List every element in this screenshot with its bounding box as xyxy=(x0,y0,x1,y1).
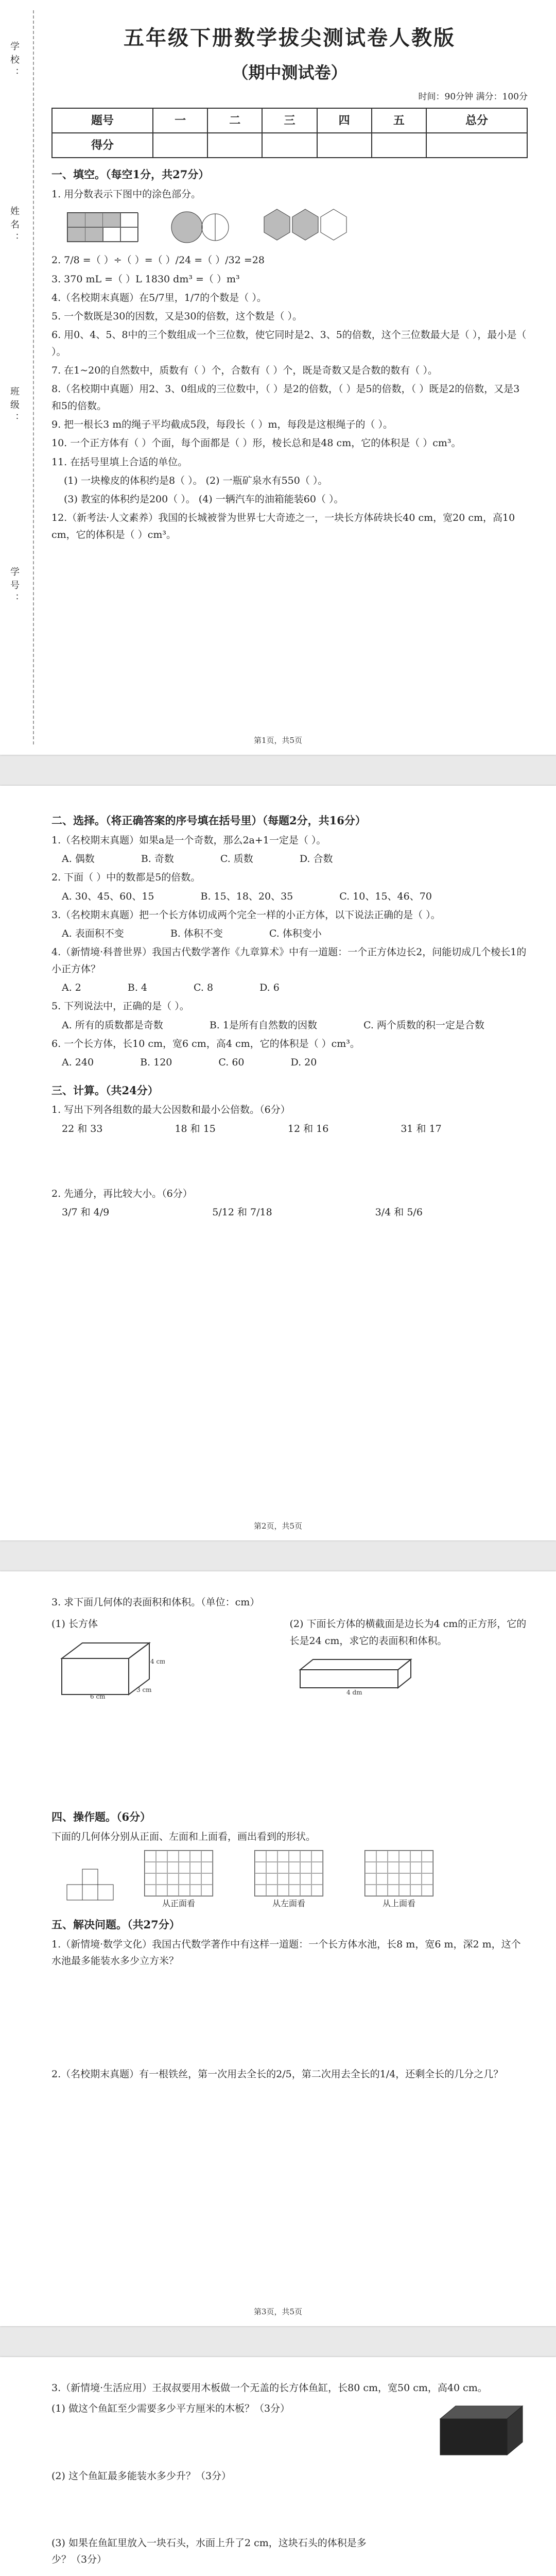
calc-item: 3/4 和 5/6 xyxy=(375,1207,423,1218)
score-header: 五 xyxy=(372,108,426,133)
calc-item: 31 和 17 xyxy=(401,1123,442,1134)
question: 3. 370 mL =（ ）L 1830 dm³ =（ ）m³ xyxy=(51,273,240,285)
question: 3. 求下面几何体的表面积和体积。（单位：cm） xyxy=(51,1597,260,1608)
options xyxy=(51,925,528,942)
section-title: 二、选择。（将正确答案的序号填在括号里）（每题2分，共16分） xyxy=(51,814,366,827)
options xyxy=(51,1054,528,1071)
option[interactable]: B. 15、18、20、35 xyxy=(200,890,293,902)
question: 1.（名校期末真题）如果a是一个奇数，那么2a+1一定是（ ）。 xyxy=(51,834,326,846)
question-sub: (3) 如果在鱼缸里放入一块石头，水面上升了2 cm，这块石头的体积是多少？（3分） xyxy=(51,2537,367,2566)
score-cell[interactable] xyxy=(372,133,426,158)
calc-item: 5/12 和 7/18 xyxy=(212,1207,272,1218)
score-header: 题号 xyxy=(52,108,153,133)
question-sub: (2) 下面长方体的横截面是边长为4 cm的正方形，它的长是24 cm，求它的表面积和体积。 xyxy=(289,1618,527,1647)
option[interactable]: C. 8 xyxy=(194,982,214,994)
page3-content xyxy=(51,1592,528,2085)
page2-content xyxy=(51,806,528,1221)
question: 2. 7/8 =（ ）÷（ ）=（ ）/24 =（ ）/32 =28 xyxy=(51,255,265,266)
section-title: 一、填空。（每空1分，共27分） xyxy=(51,168,210,181)
score-cell[interactable] xyxy=(262,133,317,158)
option[interactable]: D. 合数 xyxy=(299,853,333,865)
option[interactable]: C. 60 xyxy=(218,1057,245,1069)
question: 12.（新考法·人文素养）我国的长城被誉为世界七大奇迹之一，一块长方体砖块长40 cm，宽20 cm，高10 cm，它的体积是（ ）cm³。 xyxy=(51,512,515,540)
score-header: 二 xyxy=(207,108,262,133)
view-grid-front xyxy=(144,1850,213,1910)
option[interactable]: B. 4 xyxy=(127,982,148,994)
exam-page-1 xyxy=(0,0,556,755)
binding-number: 学号： xyxy=(9,567,20,607)
score-table xyxy=(51,108,528,158)
calc-items xyxy=(51,1121,528,1137)
question: 6. 一个长方体，长10 cm，宽6 cm，高4 cm，它的体积是（ ）cm³。 xyxy=(51,1038,360,1049)
svg-text:3 cm: 3 cm xyxy=(136,1686,152,1693)
question: 2. 先通分，再比较大小。（6分） xyxy=(51,1188,193,1199)
question: 7. 在1~20的自然数中，质数有（ ）个，合数有（ ）个，既是奇数又是合数的数有（ ）。 xyxy=(51,365,438,377)
section-title: 五、解决问题。（共27分） xyxy=(51,1918,180,1931)
calc-items xyxy=(51,1204,528,1221)
score-header: 总分 xyxy=(426,108,527,133)
score-header: 四 xyxy=(317,108,372,133)
exam-info: 时间：90分钟 满分：100分 xyxy=(418,92,528,103)
question-sub: (1) 一块橡皮的体积约是8（ ）。 (2) 一瓶矿泉水有550（ ）。 xyxy=(64,474,328,486)
options xyxy=(51,1017,528,1033)
section-title: 三、计算。（共24分） xyxy=(51,1083,159,1097)
score-cell[interactable] xyxy=(426,133,527,158)
option[interactable]: D. 6 xyxy=(259,982,280,994)
page4-content xyxy=(51,2378,528,2576)
question: 4.（新情境·科普世界）我国古代数学著作《九章算术》中有一道题：一个正方体边长2，问能切成几个棱长1的小正方体？ xyxy=(51,946,527,975)
views-row xyxy=(62,1850,528,1910)
question: 下面的几何体分别从正面、左面和上面看，画出看到的形状。 xyxy=(51,1831,316,1842)
page-footer: 第1页，共5页 xyxy=(253,736,303,745)
options xyxy=(51,979,528,996)
question: 6. 用0、4、5、8中的三个数组成一个三位数，使它同时是2、3、5的倍数，这个三位数最大是（ ），最小是（ ）。 xyxy=(51,329,527,358)
binding-school: 学校： xyxy=(9,41,20,81)
exam-page-4 xyxy=(0,2357,556,2576)
option[interactable]: B. 奇数 xyxy=(141,853,174,865)
question-sub: (1) 做这个鱼缸至少需要多少平方厘米的木板？（3分） xyxy=(51,2403,290,2415)
page1-content xyxy=(51,21,528,545)
view-label: 从左面看 xyxy=(272,1898,305,1908)
section-title: 四、操作题。（6分） xyxy=(51,1810,151,1823)
grid-figure xyxy=(67,212,138,242)
calc-item: 18 和 15 xyxy=(175,1123,216,1134)
question: 1.（新情境·数学文化）我国古代数学著作中有这样一道题：一个长方体水池，长8 m，宽6 m，深2 m，这个水池最多能装水多少立方米？ xyxy=(51,1938,521,1967)
binding-class: 班级： xyxy=(9,386,20,427)
c3-parts xyxy=(51,1616,528,1705)
question: 8.（名校期中真题）用2、3、0组成的三位数中，（ ）是2的倍数，（ ）是5的倍数，（ ）既是2的倍数，又是3和5的倍数。 xyxy=(51,383,520,412)
svg-text:4 cm: 4 cm xyxy=(150,1657,165,1665)
page-footer: 第2页，共5页 xyxy=(253,1521,303,1531)
score-row-label: 得分 xyxy=(52,133,153,158)
option[interactable]: B. 1是所有自然数的因数 xyxy=(209,1019,317,1031)
score-header: 一 xyxy=(153,108,207,133)
long-cuboid-figure xyxy=(290,1649,424,1696)
question-sub: (3) 教室的体积约是200（ ）。 (4) 一辆汽车的油箱能装60（ ）。 xyxy=(64,494,344,505)
hexagon-figure xyxy=(262,207,349,248)
view-label: 从上面看 xyxy=(382,1898,415,1908)
option[interactable]: A. 表面积不变 xyxy=(62,928,124,940)
view-grid-left xyxy=(254,1850,323,1910)
c3a-part xyxy=(51,1616,266,1705)
exam-subtitle: （期中测试卷） xyxy=(232,63,348,82)
question: 9. 把一根长3 m的绳子平均截成5段，每段长（ ）m，每段是这根绳子的（ ）。 xyxy=(51,418,393,430)
question: 3.（名校期末真题）把一个长方体切成两个完全一样的小正方体，以下说法正确的是（ ）。 xyxy=(51,909,441,921)
calc-item: 12 和 16 xyxy=(287,1123,329,1134)
exam-page-2 xyxy=(0,786,556,1540)
question: 11. 在括号里填上合适的单位。 xyxy=(51,456,188,468)
score-cell[interactable] xyxy=(153,133,207,158)
s3-subs xyxy=(51,2398,385,2570)
question: 10. 一个正方体有（ ）个面，每个面都是（ ）形，棱长总和是48 cm，它的体积是（ ）cm³。 xyxy=(51,437,461,449)
question: 1. 写出下列各组数的最大公因数和最小公倍数。（6分） xyxy=(51,1104,290,1116)
q1-figures xyxy=(67,207,528,248)
binding-margin xyxy=(4,0,40,755)
binding-name: 姓名： xyxy=(9,206,20,246)
exam-page-3 xyxy=(0,1571,556,2326)
view-label: 从正面看 xyxy=(162,1898,195,1908)
option[interactable]: C. 体积变小 xyxy=(269,928,322,940)
cube-stack-figure xyxy=(62,1859,124,1910)
question-sub: (2) 这个鱼缸最多能装水多少升？（3分） xyxy=(51,2470,232,2482)
binding-line xyxy=(33,10,34,744)
question: 2. 下面（ ）中的数都是5的倍数。 xyxy=(51,872,201,884)
exam-title: 五年级下册数学拔尖测试卷人教版 xyxy=(124,26,456,50)
option[interactable]: A. 2 xyxy=(62,982,81,994)
s3-block xyxy=(51,2398,528,2570)
svg-text:6 cm: 6 cm xyxy=(90,1692,106,1700)
options xyxy=(51,851,528,867)
question: 3.（新情境·生活应用）王叔叔要用木板做一个无盖的长方体鱼缸，长80 cm，宽50 cm，高40 cm。 xyxy=(51,2382,488,2394)
option[interactable]: C. 两个质数的积一定是合数 xyxy=(363,1019,484,1031)
cuboid-figure xyxy=(51,1633,165,1700)
option[interactable]: C. 10、15、46、70 xyxy=(339,890,432,902)
circle-figure xyxy=(169,209,231,245)
option[interactable]: A. 所有的质数都是奇数 xyxy=(62,1019,163,1031)
question: 4.（名校期末真题）在5/7里，1/7的个数是（ ）。 xyxy=(51,292,267,303)
score-cell[interactable] xyxy=(207,133,262,158)
question: 5. 一个数既是30的因数，又是30的倍数，这个数是（ ）。 xyxy=(51,311,303,323)
option[interactable]: A. 偶数 xyxy=(62,853,95,865)
score-cell[interactable] xyxy=(317,133,372,158)
view-grid-top xyxy=(364,1850,433,1910)
option[interactable]: A. 240 xyxy=(62,1057,94,1069)
option[interactable]: A. 30、45、60、15 xyxy=(62,890,154,902)
question: 1. 用分数表示下图中的涂色部分。 xyxy=(51,188,201,200)
page-footer: 第3页，共5页 xyxy=(253,2307,303,2316)
question-sub: (1) 长方体 xyxy=(51,1618,98,1630)
c3b-part xyxy=(290,1616,528,1705)
option[interactable]: B. 120 xyxy=(140,1057,172,1069)
calc-item: 22 和 33 xyxy=(62,1123,103,1134)
question: 5. 下列说法中，正确的是（ ）。 xyxy=(51,1001,189,1012)
score-header: 三 xyxy=(262,108,317,133)
question: 2.（名校期末真题）有一根铁丝，第一次用去全长的2/5，第二次用去全长的1/4，还剩全长的几分之几？ xyxy=(51,2069,503,2080)
option[interactable]: C. 质数 xyxy=(220,853,253,865)
option[interactable]: B. 体积不变 xyxy=(170,928,223,940)
options xyxy=(51,888,528,905)
calc-item: 3/7 和 4/9 xyxy=(62,1207,110,1218)
option[interactable]: D. 20 xyxy=(290,1057,317,1069)
fish-tank-figure xyxy=(435,2398,528,2460)
svg-text:4 dm: 4 dm xyxy=(346,1688,362,1696)
